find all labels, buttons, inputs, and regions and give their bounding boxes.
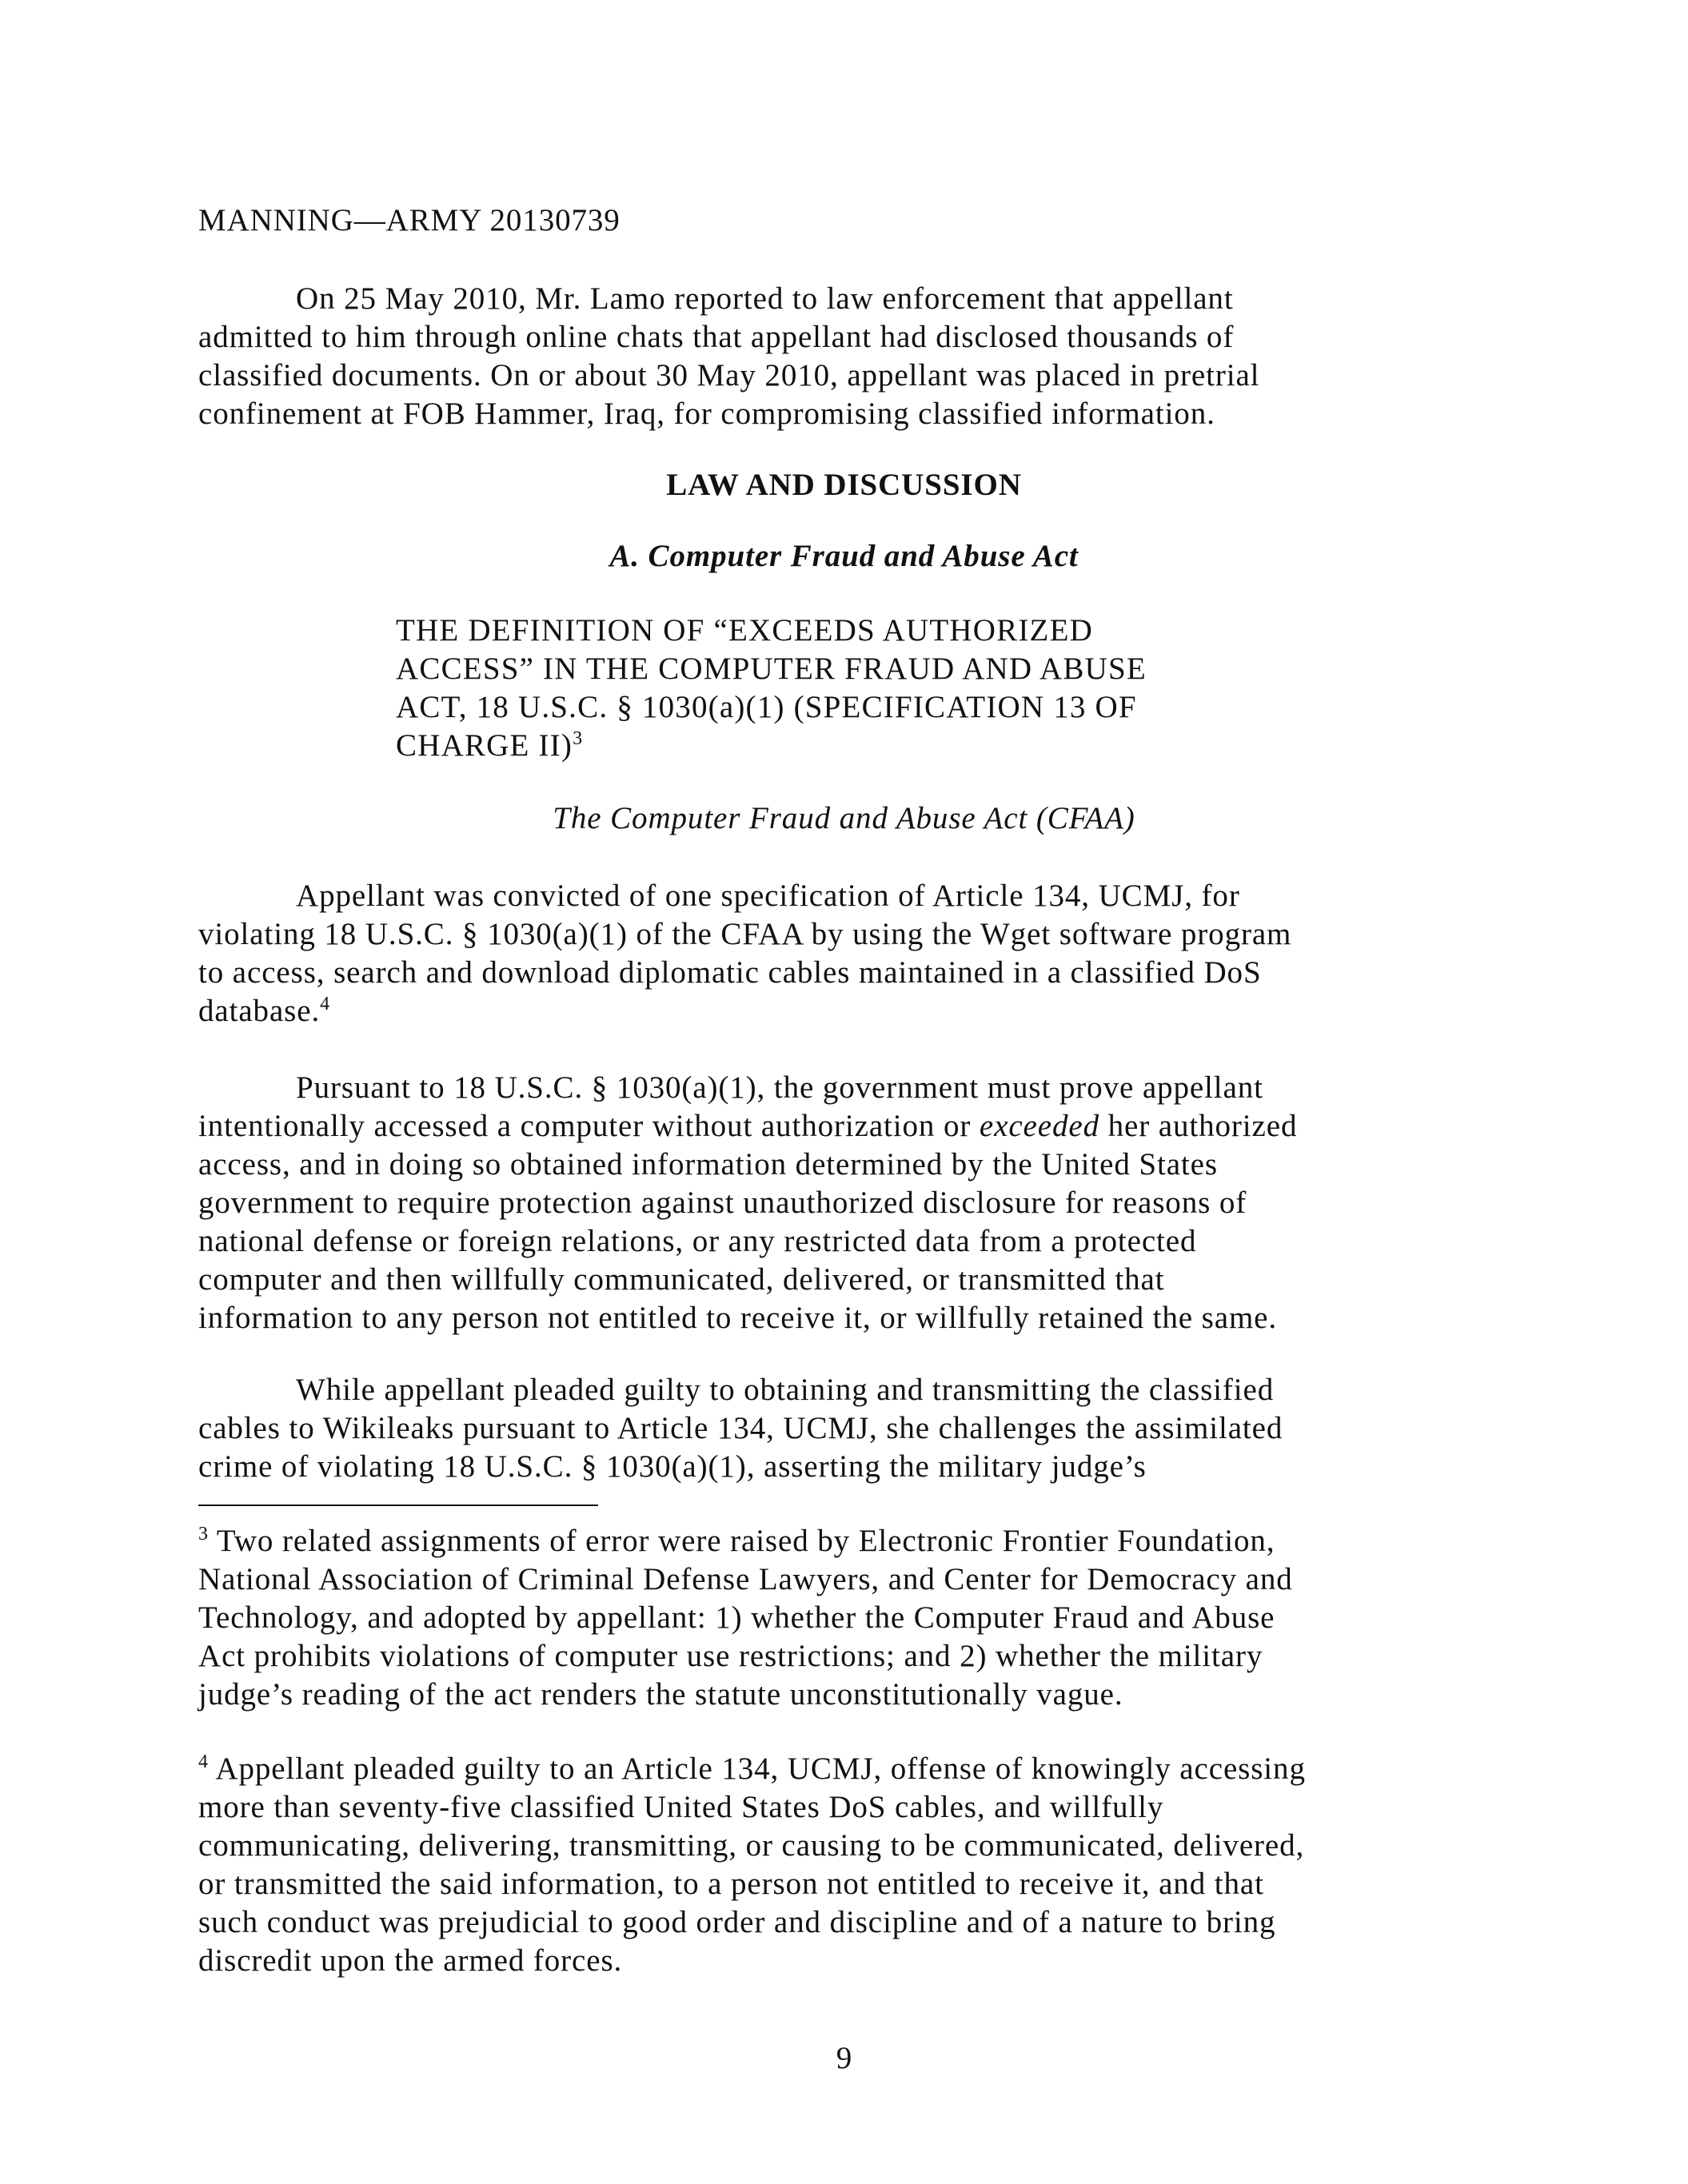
para3-text: her authorized	[1099, 1109, 1298, 1143]
para2-text: database.	[198, 994, 321, 1028]
footnote-3-line: judge’s reading of the act renders the statute unconstitutionally vague.	[198, 1677, 1123, 1712]
footnote-4-line: or transmitted the said information, to a person not entitled to receive it, and that	[198, 1867, 1264, 1901]
para3-line: access, and in doing so obtained information determined by the United States	[198, 1147, 1218, 1182]
issue-heading-last-line	[396, 727, 583, 765]
footnote-3-line: National Association of Criminal Defense Lawyers, and Center for Democracy and	[198, 1562, 1293, 1596]
footnote-ref-3: 3	[573, 728, 584, 749]
footnote-4-line: discredit upon the armed forces.	[198, 1943, 623, 1978]
para3-text: intentionally accessed a computer without authorization or	[198, 1109, 980, 1143]
para1-line: On 25 May 2010, Mr. Lamo reported to law enforcement that appellant	[296, 281, 1234, 316]
para1-line: admitted to him through online chats that appellant had disclosed thousands of	[198, 320, 1235, 354]
para3-line: government to require protection against unauthorized disclosure for reasons of	[198, 1186, 1247, 1220]
issue-heading-text: CHARGE II)	[396, 728, 573, 763]
para2-line: violating 18 U.S.C. § 1030(a)(1) of the CFAA by using the Wget software program	[198, 917, 1292, 951]
footnote-3-line: Technology, and adopted by appellant: 1) whether the Computer Fraud and Abuse	[198, 1600, 1275, 1635]
footnote-4-text: Appellant pleaded guilty to an Article 134, UCMJ, offense of knowingly accessing	[208, 1752, 1306, 1786]
footnote-4-number: 4	[198, 1752, 209, 1772]
para2-last-line	[198, 992, 330, 1030]
issue-heading-line: THE DEFINITION OF “EXCEEDS AUTHORIZED	[396, 613, 1093, 648]
para4-line: cables to Wikileaks pursuant to Article 134, UCMJ, she challenges the assimilated	[198, 1411, 1283, 1445]
footnote-4-line	[198, 1750, 1306, 1788]
footnote-4-line: such conduct was prejudicial to good order and discipline and of a nature to bring	[198, 1905, 1276, 1939]
para2-line: to access, search and download diplomatic cables maintained in a classified DoS	[198, 955, 1262, 990]
page-number: 9	[836, 2041, 852, 2075]
cfaa-heading: The Computer Fraud and Abuse Act (CFAA)	[553, 801, 1135, 835]
footnote-4-line: communicating, delivering, transmitting, or causing to be communicated, delivered,	[198, 1828, 1305, 1863]
footnote-3-line	[198, 1522, 1275, 1560]
para3-line: information to any person not entitled to receive it, or willfully retained the same.	[198, 1301, 1278, 1335]
footnote-separator	[198, 1504, 598, 1506]
issue-heading-line: ACT, 18 U.S.C. § 1030(a)(1) (SPECIFICATION 13 OF	[396, 690, 1137, 724]
footnote-3-number: 3	[198, 1524, 209, 1544]
footnote-3-line: Act prohibits violations of computer use restrictions; and 2) whether the military	[198, 1639, 1263, 1673]
section-heading: LAW AND DISCUSSION	[666, 468, 1022, 502]
running-header: MANNING—ARMY 20130739	[198, 203, 621, 237]
para1-line: classified documents. On or about 30 May 2010, appellant was placed in pretrial	[198, 358, 1260, 393]
para2-line: Appellant was convicted of one specification of Article 134, UCMJ, for	[296, 879, 1240, 913]
footnote-ref-4: 4	[320, 994, 331, 1014]
footnote-4-line: more than seventy-five classified United States DoS cables, and willfully	[198, 1790, 1164, 1824]
para3-line	[198, 1107, 1297, 1146]
para1-line: confinement at FOB Hammer, Iraq, for compromising classified information.	[198, 397, 1215, 431]
para3-line: Pursuant to 18 U.S.C. § 1030(a)(1), the government must prove appellant	[296, 1070, 1263, 1105]
para3-line: computer and then willfully communicated, delivered, or transmitted that	[198, 1262, 1165, 1297]
issue-heading-line: ACCESS” IN THE COMPUTER FRAUD AND ABUSE	[396, 652, 1147, 686]
para4-line: crime of violating 18 U.S.C. § 1030(a)(1), asserting the military judge’s	[198, 1449, 1147, 1484]
subsection-heading: A. Computer Fraud and Abuse Act	[609, 539, 1079, 573]
footnote-3-text: Two related assignments of error were raised by Electronic Frontier Foundation,	[208, 1524, 1275, 1558]
para3-line: national defense or foreign relations, or any restricted data from a protected	[198, 1224, 1197, 1258]
para4-line: While appellant pleaded guilty to obtaining and transmitting the classified	[296, 1373, 1275, 1407]
emphasis-exceeded: exceeded	[979, 1109, 1099, 1143]
